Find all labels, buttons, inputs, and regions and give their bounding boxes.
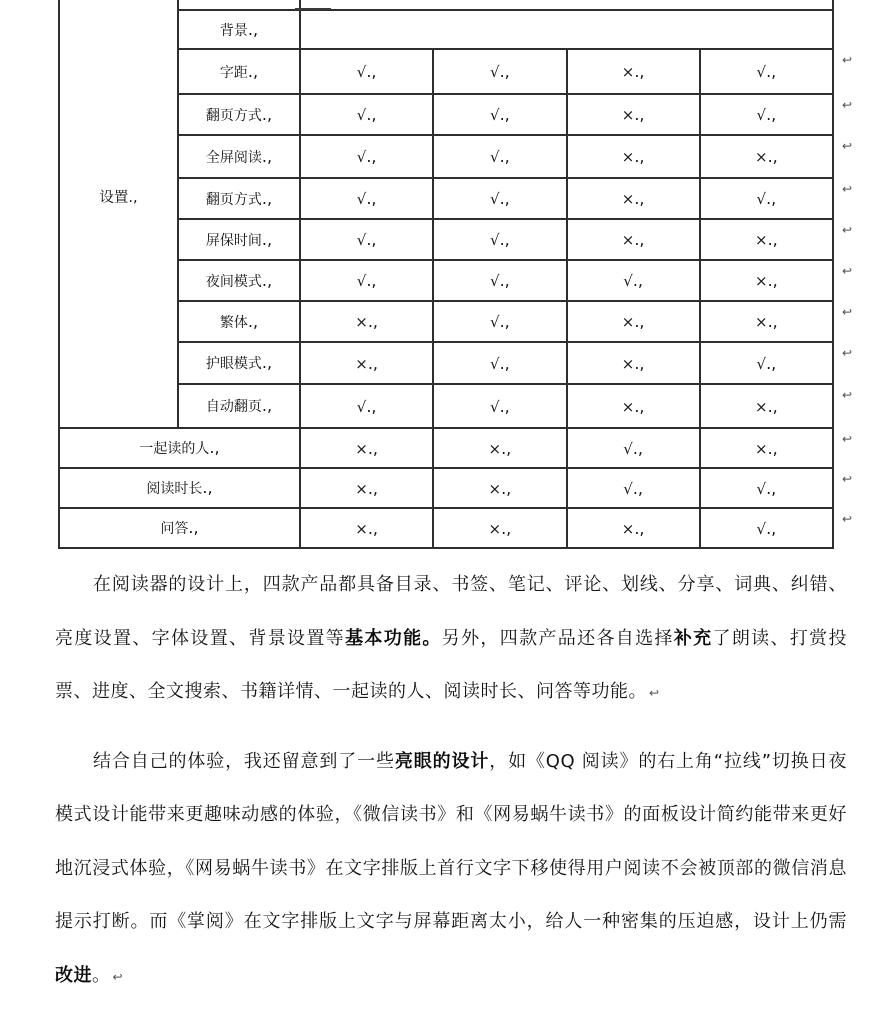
mark-cell bbox=[433, 94, 566, 135]
text-run: 亮眼的设计 bbox=[394, 750, 490, 772]
paragraph-mark-icon: ↩ bbox=[841, 182, 852, 196]
paragraph-mark-icon: ↩ bbox=[841, 305, 852, 319]
check-mark-icon: √ bbox=[490, 63, 500, 81]
end-of-cell-mark-icon: ., bbox=[247, 19, 259, 39]
check-mark-icon: √ bbox=[356, 231, 367, 249]
check-mark-icon: √ bbox=[756, 190, 767, 208]
feature-label-cell bbox=[178, 219, 300, 260]
check-mark-icon: √ bbox=[490, 354, 500, 373]
end-of-cell-mark-icon: ., bbox=[366, 271, 377, 290]
mark-cell bbox=[433, 178, 566, 219]
end-of-cell-mark-icon: ., bbox=[366, 189, 377, 208]
end-of-cell-mark-icon: ., bbox=[767, 438, 778, 458]
check-mark-icon: √ bbox=[356, 106, 367, 124]
cross-mark-icon: × bbox=[621, 190, 635, 208]
cross-mark-icon: × bbox=[355, 439, 368, 458]
mark-cell bbox=[433, 135, 566, 178]
wide-label-cell bbox=[59, 428, 300, 468]
paragraph-mark-icon: ↩ bbox=[841, 264, 852, 278]
check-mark-icon: √ bbox=[356, 63, 367, 81]
mark-cell bbox=[300, 428, 433, 468]
mark-cell bbox=[300, 342, 433, 384]
end-of-cell-mark-icon: ., bbox=[367, 353, 378, 373]
check-mark-icon: √ bbox=[756, 106, 767, 124]
check-mark-icon: √ bbox=[490, 231, 500, 249]
end-of-cell-mark-icon: ., bbox=[634, 312, 645, 331]
end-of-cell-mark-icon: ., bbox=[499, 189, 510, 208]
mark-cell bbox=[300, 94, 433, 135]
end-of-cell-mark-icon: ., bbox=[501, 438, 512, 458]
cross-mark-icon: × bbox=[488, 519, 502, 538]
mark-cell bbox=[567, 260, 700, 301]
text-run: 另外，四款产品还各自选择 bbox=[441, 627, 674, 649]
check-mark-icon: √ bbox=[623, 439, 633, 458]
feature-label: 自动翻页 bbox=[205, 399, 262, 415]
cross-mark-icon: × bbox=[488, 439, 502, 458]
end-of-cell-mark-icon: ., bbox=[766, 62, 777, 81]
text-run: 在阅读器的设计上，四款产品都具备目录、书签、笔记、评论、划线、分享、词典、纠错、亮度设置、字体设置、背景设置等 bbox=[55, 574, 847, 649]
end-of-cell-mark-icon: ., bbox=[499, 396, 510, 416]
feature-label: 屏保时间 bbox=[205, 232, 262, 249]
end-of-cell-mark-icon: ., bbox=[202, 478, 213, 497]
feature-label: 全屏阅读 bbox=[205, 149, 262, 166]
feature-label-cell bbox=[178, 301, 300, 342]
feature-label: 一起读的人 bbox=[139, 441, 210, 457]
check-mark-icon: √ bbox=[756, 354, 767, 373]
end-of-cell-mark-icon: ., bbox=[247, 311, 259, 331]
end-of-cell-mark-icon: ., bbox=[767, 396, 778, 416]
end-of-cell-mark-icon: ., bbox=[632, 438, 643, 458]
mark-cell bbox=[567, 342, 700, 384]
settings-label: 设置 bbox=[99, 190, 129, 206]
table-row bbox=[59, 0, 833, 10]
end-of-cell-mark-icon: ., bbox=[261, 146, 273, 166]
end-of-cell-mark-icon: ., bbox=[634, 189, 645, 208]
mark-cell bbox=[300, 178, 433, 219]
mark-cell bbox=[433, 428, 566, 468]
cross-mark-icon: × bbox=[621, 106, 635, 124]
mark-cell bbox=[700, 94, 852, 135]
end-of-cell-mark-icon: ., bbox=[501, 518, 512, 538]
check-mark-icon: √ bbox=[356, 272, 367, 290]
end-of-cell-mark-icon: ., bbox=[188, 518, 199, 537]
end-of-cell-mark-icon: ., bbox=[766, 518, 777, 538]
end-of-cell-mark-icon: ., bbox=[499, 353, 510, 373]
check-mark-icon: √ bbox=[356, 397, 367, 416]
end-of-cell-mark-icon: ., bbox=[767, 271, 778, 290]
end-of-cell-mark-icon: ., bbox=[247, 61, 259, 81]
feature-label: 阅读时长 bbox=[146, 481, 203, 497]
feature-label: 繁体 bbox=[219, 314, 248, 331]
end-of-cell-mark-icon: ., bbox=[367, 438, 378, 458]
mark-cell bbox=[567, 135, 700, 178]
mark-cell bbox=[567, 384, 700, 428]
mark-cell bbox=[433, 49, 566, 94]
mark-cell bbox=[567, 508, 700, 548]
table-row bbox=[59, 468, 833, 508]
feature-label: 翻页方式 bbox=[205, 191, 262, 208]
mark-cell bbox=[300, 468, 433, 508]
paragraph-mark-icon: ↩ bbox=[841, 388, 852, 402]
feature-label: 夜间模式 bbox=[205, 273, 262, 290]
paragraph-mark-icon: ↩ bbox=[841, 512, 852, 526]
end-of-cell-mark-icon: ., bbox=[767, 312, 778, 331]
end-of-cell-mark-icon: ., bbox=[366, 396, 377, 416]
end-of-cell-mark-icon: ., bbox=[501, 478, 512, 498]
cross-mark-icon: × bbox=[355, 313, 368, 331]
end-of-cell-mark-icon: ., bbox=[767, 230, 778, 249]
end-of-cell-mark-icon: ., bbox=[634, 147, 645, 166]
body-paragraph bbox=[55, 558, 847, 721]
cross-mark-icon: × bbox=[621, 231, 635, 249]
mark-cell bbox=[700, 468, 852, 508]
feature-label-cell bbox=[178, 49, 300, 94]
mark-cell bbox=[300, 260, 433, 301]
empty-region bbox=[300, 0, 833, 10]
mark-cell bbox=[700, 49, 852, 94]
feature-label: 翻页方式 bbox=[205, 107, 262, 124]
body-paragraph bbox=[55, 735, 847, 1005]
check-mark-icon: √ bbox=[623, 272, 633, 290]
mark-cell bbox=[433, 468, 566, 508]
check-mark-icon: √ bbox=[756, 479, 767, 498]
mark-cell bbox=[567, 178, 700, 219]
paragraph-mark-icon: ↩ bbox=[841, 432, 852, 446]
paragraph-mark-icon: ↩ bbox=[841, 223, 852, 237]
cross-mark-icon: × bbox=[621, 354, 635, 373]
cross-mark-icon: × bbox=[755, 148, 768, 166]
text-run: 补充 bbox=[673, 627, 713, 649]
end-of-cell-mark-icon: ., bbox=[499, 105, 510, 124]
cross-mark-icon: × bbox=[755, 272, 768, 290]
end-of-cell-mark-icon: ., bbox=[261, 270, 273, 290]
cross-mark-icon: × bbox=[355, 479, 368, 498]
cross-mark-icon: × bbox=[488, 479, 502, 498]
feature-label: 字距 bbox=[219, 64, 248, 81]
end-of-cell-mark-icon: ., bbox=[366, 147, 377, 166]
mark-cell bbox=[700, 384, 852, 428]
mark-cell bbox=[433, 301, 566, 342]
end-of-cell-mark-icon: ., bbox=[634, 62, 645, 81]
end-of-cell-mark-icon: ., bbox=[499, 230, 510, 249]
feature-label-cell bbox=[178, 135, 300, 178]
feature-label-cell bbox=[178, 94, 300, 135]
mark-cell bbox=[300, 219, 433, 260]
text-run: 。 bbox=[92, 964, 111, 986]
table-row bbox=[59, 508, 833, 548]
end-of-cell-mark-icon: ., bbox=[261, 229, 273, 249]
end-of-cell-mark-icon: ., bbox=[766, 478, 777, 498]
check-mark-icon: √ bbox=[490, 190, 500, 208]
end-of-cell-mark-icon: ., bbox=[632, 478, 643, 498]
end-of-cell-mark-icon: ., bbox=[499, 147, 510, 166]
check-mark-icon: √ bbox=[756, 63, 767, 81]
table-border-fragment bbox=[295, 8, 331, 10]
mark-cell bbox=[433, 508, 566, 548]
check-mark-icon: √ bbox=[490, 106, 500, 124]
end-of-cell-mark-icon: ., bbox=[261, 188, 273, 208]
cross-mark-icon: × bbox=[755, 439, 768, 458]
mark-cell bbox=[433, 384, 566, 428]
mark-cell bbox=[567, 219, 700, 260]
mark-cell bbox=[700, 301, 852, 342]
check-mark-icon: √ bbox=[490, 313, 500, 331]
body-text bbox=[55, 558, 847, 1004]
paragraph-mark-icon: ↩ bbox=[841, 139, 852, 153]
cut-row-label-cell bbox=[178, 0, 300, 10]
end-of-cell-mark-icon: ., bbox=[366, 230, 377, 249]
end-of-cell-mark-icon: ., bbox=[766, 189, 777, 208]
mark-cell bbox=[700, 508, 852, 548]
text-run: 基本功能。 bbox=[345, 627, 442, 649]
cross-mark-icon: × bbox=[355, 519, 368, 538]
end-of-cell-mark-icon: ., bbox=[499, 312, 510, 331]
mark-cell bbox=[433, 260, 566, 301]
mark-cell bbox=[700, 178, 852, 219]
feature-label: 背景 bbox=[219, 22, 248, 39]
mark-cell bbox=[567, 49, 700, 94]
mark-cell bbox=[567, 301, 700, 342]
end-of-cell-mark-icon: ., bbox=[634, 353, 645, 373]
cross-mark-icon: × bbox=[355, 354, 368, 373]
paragraph-mark-icon: ↩ bbox=[841, 472, 852, 486]
end-of-cell-mark-icon: ., bbox=[766, 105, 777, 124]
cross-mark-icon: × bbox=[755, 231, 768, 249]
text-run: 结合自己的体验，我还留意到了一些 bbox=[93, 750, 395, 772]
cross-mark-icon: × bbox=[621, 63, 635, 81]
end-of-cell-mark-icon: ., bbox=[499, 271, 510, 290]
wide-label-cell bbox=[59, 508, 300, 548]
end-of-cell-mark-icon: ., bbox=[634, 105, 645, 124]
mark-cell bbox=[433, 219, 566, 260]
end-of-cell-mark-icon: ., bbox=[261, 104, 273, 124]
feature-label-cell bbox=[178, 342, 300, 384]
mark-cell bbox=[700, 135, 852, 178]
paragraph-mark-icon: ↩ bbox=[841, 98, 852, 112]
end-of-cell-mark-icon: ., bbox=[499, 62, 510, 81]
end-of-cell-mark-icon: ., bbox=[128, 190, 138, 206]
paragraph-mark-icon: ↩ bbox=[112, 969, 123, 984]
check-mark-icon: √ bbox=[490, 272, 500, 290]
settings-merged-cell bbox=[59, 0, 178, 428]
end-of-cell-mark-icon: ., bbox=[261, 353, 273, 372]
text-run: 了朗读、打赏投票、进度、全文搜索、书籍详情、一起读的人、阅读时长、问答等功能。 bbox=[55, 627, 848, 702]
cross-mark-icon: × bbox=[621, 313, 635, 331]
mark-cell bbox=[300, 384, 433, 428]
feature-label-cell bbox=[178, 178, 300, 219]
cross-mark-icon: × bbox=[621, 519, 635, 538]
text-run: ，如《QQ 阅读》的右上角“拉线”切换日夜模式设计能带来更趣味动感的体验，《微信读书》和《网易蜗牛读书》的面板设计简约能带来更好地沉浸式体验，《网易蜗牛读书》在文字排版上首行文字下移使得用户阅读不会被顶部的微信消息提示打断。而《掌阅》在文字排版上文字与屏幕距离太小，给人一种密集的压迫感，设计上仍需 bbox=[55, 750, 848, 932]
empty-region bbox=[300, 10, 833, 49]
feature-label: 护眼模式 bbox=[205, 356, 262, 372]
paragraph-mark-icon: ↩ bbox=[841, 346, 852, 360]
mark-cell bbox=[567, 428, 700, 468]
end-of-cell-mark-icon: ., bbox=[766, 353, 777, 373]
end-of-cell-mark-icon: ., bbox=[209, 438, 220, 457]
end-of-cell-mark-icon: ., bbox=[767, 147, 778, 166]
check-mark-icon: √ bbox=[490, 148, 500, 166]
mark-cell bbox=[433, 342, 566, 384]
end-of-cell-mark-icon: ., bbox=[366, 62, 377, 81]
check-mark-icon: √ bbox=[490, 397, 500, 416]
end-of-cell-mark-icon: ., bbox=[632, 271, 643, 290]
check-mark-icon: √ bbox=[356, 190, 367, 208]
end-of-cell-mark-icon: ., bbox=[366, 105, 377, 124]
mark-cell bbox=[700, 342, 852, 384]
mark-cell bbox=[700, 219, 852, 260]
feature-label-cell bbox=[178, 10, 300, 49]
end-of-cell-mark-icon: ., bbox=[634, 230, 645, 249]
mark-cell bbox=[700, 428, 852, 468]
mark-cell bbox=[700, 260, 852, 301]
feature-label-cell bbox=[178, 260, 300, 301]
end-of-cell-mark-icon: ., bbox=[367, 312, 378, 331]
mark-cell bbox=[567, 94, 700, 135]
end-of-cell-mark-icon: ., bbox=[634, 396, 645, 416]
cross-mark-icon: × bbox=[621, 397, 635, 416]
table-row bbox=[59, 428, 833, 468]
cross-mark-icon: × bbox=[755, 313, 768, 331]
feature-comparison-table bbox=[58, 0, 852, 549]
end-of-cell-mark-icon: ., bbox=[261, 396, 273, 415]
cross-mark-icon: × bbox=[621, 148, 635, 166]
check-mark-icon: √ bbox=[623, 479, 633, 498]
check-mark-icon: √ bbox=[756, 519, 767, 538]
mark-cell bbox=[300, 49, 433, 94]
text-run: 改进 bbox=[55, 964, 92, 986]
end-of-cell-mark-icon: ., bbox=[367, 478, 378, 498]
feature-label: 问答 bbox=[160, 521, 189, 537]
check-mark-icon: √ bbox=[356, 148, 367, 166]
feature-label-cell bbox=[178, 384, 300, 428]
paragraph-mark-icon: ↩ bbox=[649, 686, 660, 700]
paragraph-mark-icon: ↩ bbox=[841, 53, 852, 67]
mark-cell bbox=[300, 301, 433, 342]
end-of-cell-mark-icon: ., bbox=[634, 518, 645, 538]
mark-cell bbox=[300, 508, 433, 548]
end-of-cell-mark-icon: ., bbox=[367, 518, 378, 538]
mark-cell bbox=[300, 135, 433, 178]
mark-cell bbox=[567, 468, 700, 508]
wide-label-cell bbox=[59, 468, 300, 508]
cross-mark-icon: × bbox=[755, 397, 768, 416]
